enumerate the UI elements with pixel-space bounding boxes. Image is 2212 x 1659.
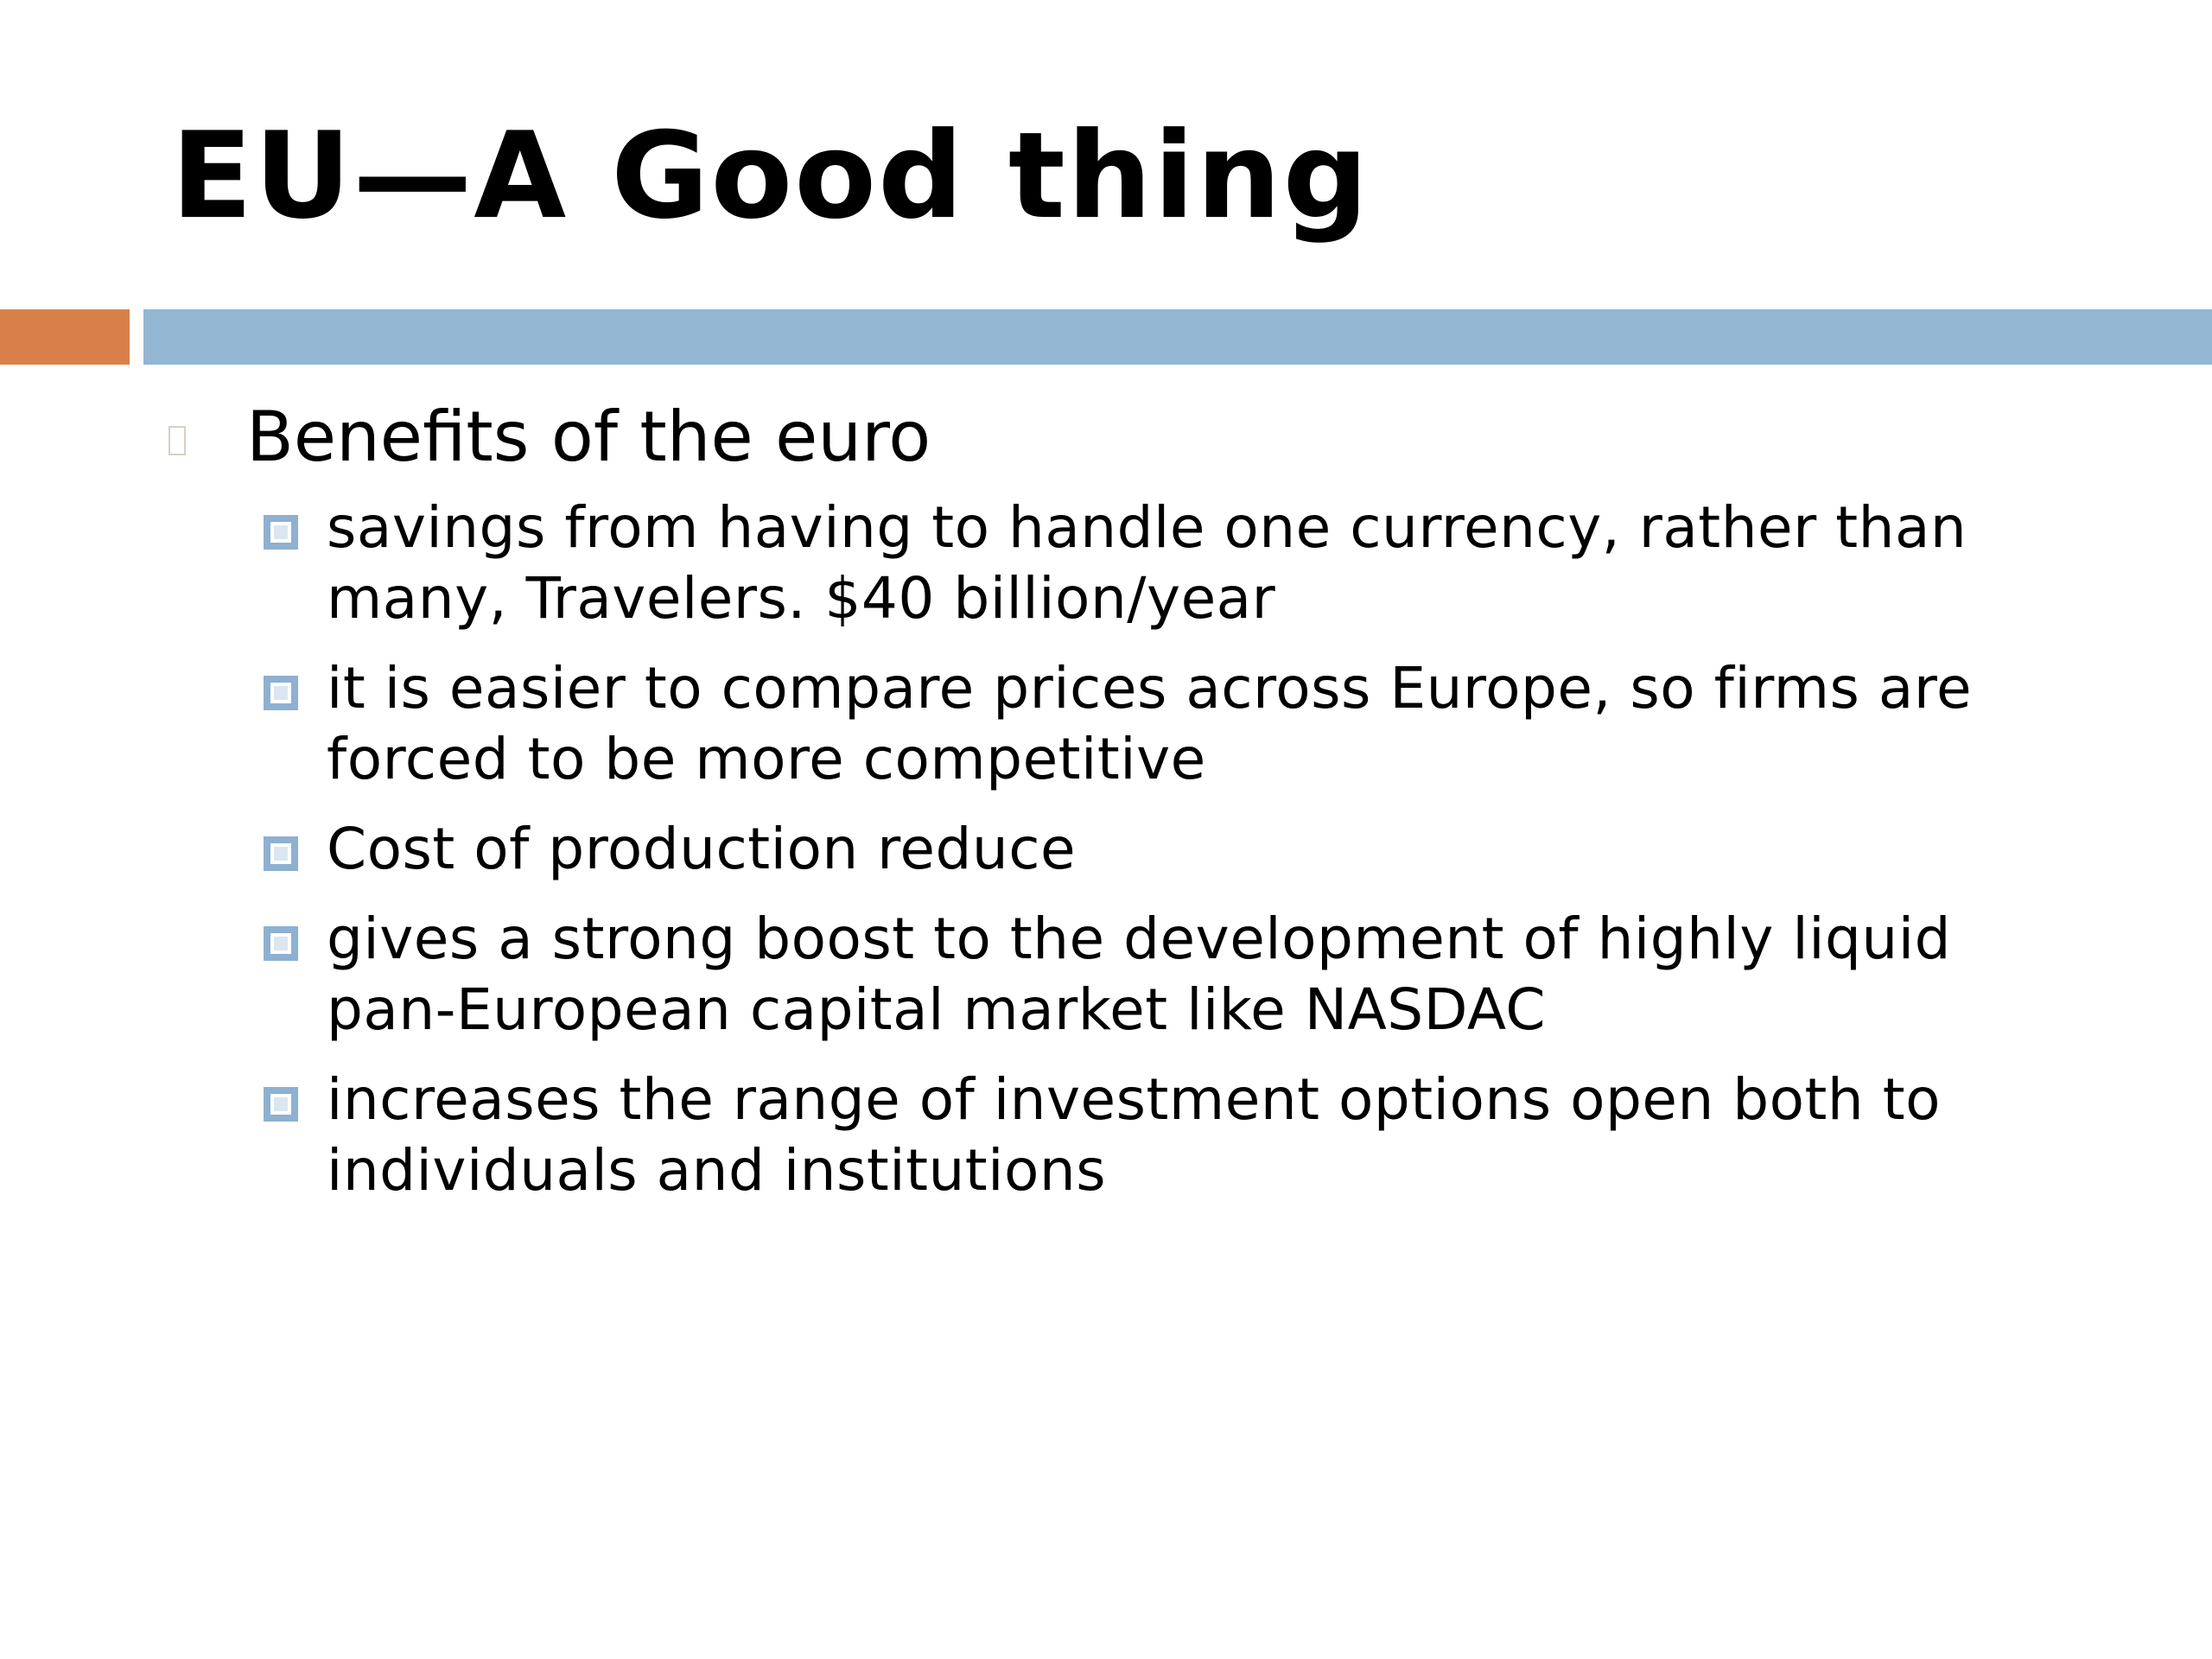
square-bullet-icon [264,836,298,871]
sub-bullet-text: it is easier to compare prices across Europe, so firms are forced to be more competitive [327,655,1973,792]
sub-bullet-item [264,814,1992,885]
sub-bullet-item [264,1065,1992,1206]
bullet-text: Benefits of the euro [246,397,931,477]
bullet-item-benefits [168,396,931,479]
sub-bullet-text: Cost of production reduce [327,816,1077,882]
sub-bullet-item [264,493,1992,634]
sub-bullet-item [264,653,1992,795]
sub-bullet-text: increases the range of investment options open both to individuals and institutions [327,1066,1941,1204]
square-bullet-icon [264,676,298,710]
bullet-icon [168,426,186,455]
sub-bullet-item [264,904,1992,1046]
slide-title: EU—A Good thing [171,106,1370,245]
title-accent-bar [0,309,130,365]
sub-bullet-list [264,493,1992,1225]
square-bullet-icon [264,515,298,550]
square-bullet-icon [264,926,298,961]
title-divider-bar [143,309,2212,365]
sub-bullet-text: savings from having to handle one currency, rather than many, Travelers. $40 billion/year [327,494,1967,632]
sub-bullet-text: gives a strong boost to the development of highly liquid pan-European capital market like NASDAC [327,906,1951,1043]
square-bullet-icon [264,1087,298,1122]
